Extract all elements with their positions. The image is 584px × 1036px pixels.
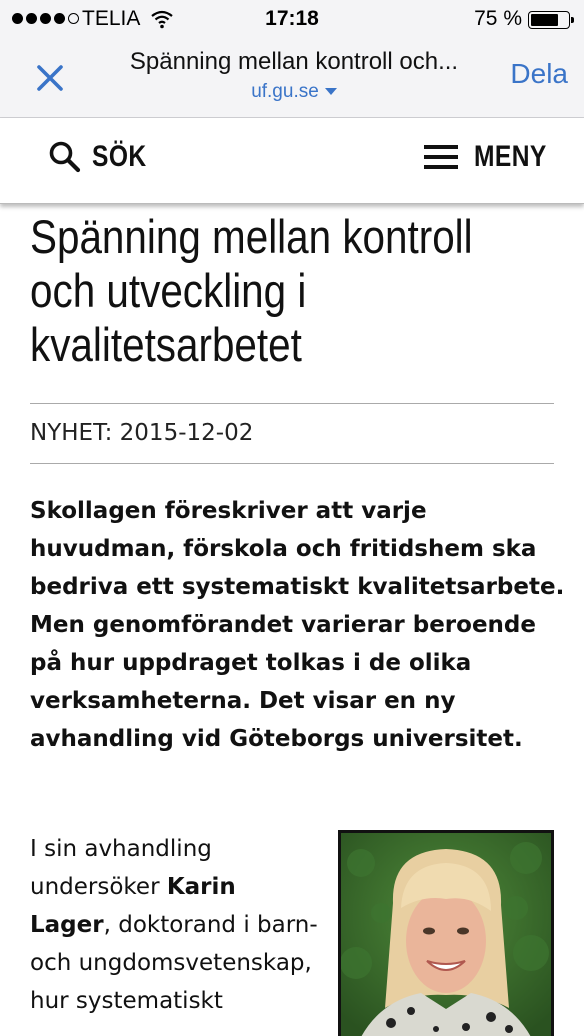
portrait-image xyxy=(341,833,551,1036)
domain-label: uf.gu.se xyxy=(251,81,319,102)
article-meta: NYHET: 2015-12-02 xyxy=(30,403,554,464)
body-text-start: I sin avhandling undersöker xyxy=(30,836,212,900)
body-text-continued: , doktorand i barn- och ungdomsvetenskap, hur systematiskt xyxy=(30,912,318,1014)
menu-button[interactable] xyxy=(424,140,563,174)
author-name: Karin Lager xyxy=(30,874,236,938)
status-bar xyxy=(0,0,584,40)
carrier-name: TELIA xyxy=(82,7,141,30)
search-label: SÖK xyxy=(92,140,147,173)
domain-selector[interactable] xyxy=(104,81,484,103)
article-body-paragraph xyxy=(30,830,320,1020)
author-portrait xyxy=(338,830,554,1036)
article-title xyxy=(30,210,555,372)
article-title-line: kvalitetsarbetet xyxy=(30,318,302,371)
search-icon xyxy=(48,140,82,174)
battery-percentage: 75 % xyxy=(474,7,522,30)
chevron-down-icon xyxy=(325,88,337,95)
menu-label: MENY xyxy=(474,140,547,173)
share-button[interactable]: Dela xyxy=(510,58,568,89)
browser-chrome xyxy=(0,0,584,118)
clock: 17:18 xyxy=(265,7,319,30)
article xyxy=(30,210,565,1014)
site-header xyxy=(0,118,584,204)
battery-icon xyxy=(528,11,570,29)
article-lead: Skollagen föreskriver att varje huvudman, förskola och fritidshem ska bedriva ett systematiskt kvalitetsarbete. Men genomförandet varierar beroende på hur uppdraget tolkas i de olika verksamheterna. Det visar en ny avhandling vid Göteborgs universitet. xyxy=(30,498,565,752)
browser-page-title: Spänning mellan kontroll och... xyxy=(129,48,459,75)
close-icon xyxy=(36,64,64,92)
close-button[interactable] xyxy=(28,56,72,100)
search-button[interactable] xyxy=(48,140,159,174)
hamburger-icon xyxy=(424,145,458,169)
article-title-line: Spänning mellan kontroll xyxy=(30,210,473,263)
article-title-line: och utveckling i xyxy=(30,264,307,317)
